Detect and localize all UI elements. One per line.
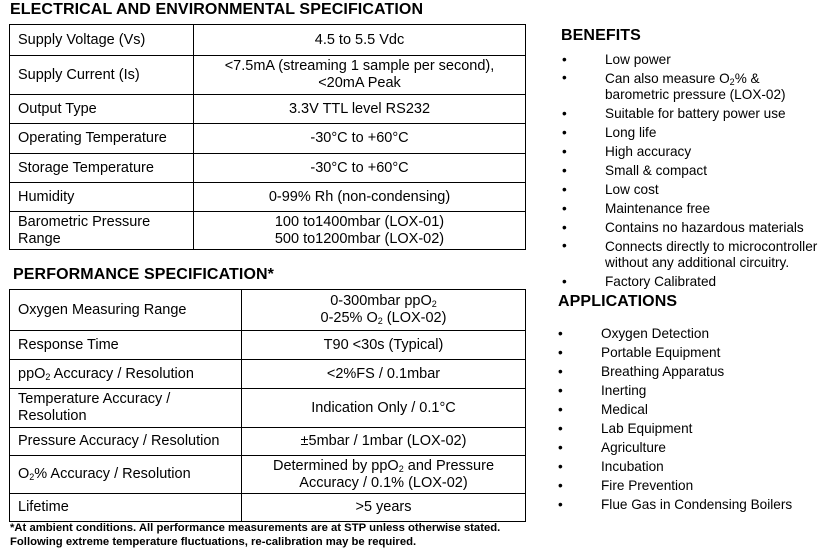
spec-label: Supply Voltage (Vs)	[10, 25, 194, 56]
footnote: *At ambient conditions. All performance measurements are at STP unless otherwise stated. Following extreme temperature fluctuations, re-calibration may be required.	[10, 522, 501, 548]
spec-value: 3.3V TTL level RS232	[194, 95, 526, 124]
spec-value: 100 to1400mbar (LOX-01) 500 to1200mbar (LOX-02)	[194, 212, 526, 250]
benefit-text: Long life	[605, 125, 657, 140]
list-item	[562, 162, 834, 181]
application-text: Portable Equipment	[601, 345, 721, 360]
spec-value: -30°C to +60°C	[194, 154, 526, 183]
application-text: Flue Gas in Condensing Boilers	[601, 497, 793, 512]
bullet-icon: •	[558, 383, 563, 398]
list-item	[558, 344, 828, 363]
table-row	[10, 56, 526, 95]
performance-spec-table	[9, 289, 526, 522]
spec-value: Determined by ppO$_2$ and Pressure Accuracy / 0.1% (LOX-02)	[242, 456, 526, 494]
spec-value: <7.5mA (streaming 1 sample per second), <20mA Peak	[194, 56, 526, 95]
bullet-icon: •	[558, 440, 563, 455]
benefit-text: Low power	[605, 52, 671, 67]
spec-label: Temperature Accuracy / Resolution	[10, 389, 242, 428]
spec-value: ±5mbar / 1mbar (LOX-02)	[242, 428, 526, 456]
spec-label: Storage Temperature	[10, 154, 194, 183]
list-item	[562, 51, 834, 70]
application-text: Breathing Apparatus	[601, 364, 725, 379]
bullet-icon: •	[562, 201, 567, 216]
spec-label: Output Type	[10, 95, 194, 124]
table-row	[10, 95, 526, 124]
spec-value: Indication Only / 0.1°C	[242, 389, 526, 428]
application-text: Fire Prevention	[601, 478, 694, 493]
electrical-spec-table	[9, 24, 526, 250]
bullet-icon: •	[562, 182, 567, 197]
table-row	[10, 389, 526, 428]
list-item	[558, 458, 828, 477]
application-text: Incubation	[601, 459, 664, 474]
bullet-icon: •	[562, 125, 567, 140]
spec-label: Barometric Pressure Range	[10, 212, 194, 250]
list-item	[558, 382, 828, 401]
benefit-text: Low cost	[605, 182, 659, 197]
table-row	[10, 183, 526, 212]
list-item	[562, 70, 834, 105]
bullet-icon: •	[562, 274, 567, 289]
benefit-text: Factory Calibrated	[605, 274, 717, 289]
application-text: Agriculture	[601, 440, 666, 455]
bullet-icon: •	[562, 70, 567, 85]
spec-value: 4.5 to 5.5 Vdc	[194, 25, 526, 56]
spec-value: -30°C to +60°C	[194, 124, 526, 154]
bullet-icon: •	[562, 106, 567, 121]
benefit-text: High accuracy	[605, 144, 692, 159]
table-row	[10, 494, 526, 522]
spec-label: Pressure Accuracy / Resolution	[10, 428, 242, 456]
bullet-icon: •	[562, 220, 567, 235]
table-row	[10, 331, 526, 360]
bullet-icon: •	[562, 163, 567, 178]
spec-label: Oxygen Measuring Range	[10, 290, 242, 331]
table-row	[10, 212, 526, 250]
bullet-icon: •	[558, 326, 563, 341]
performance-spec-heading: PERFORMANCE SPECIFICATION*	[13, 266, 274, 283]
spec-value: <2%FS / 0.1mbar	[242, 360, 526, 389]
benefits-heading: BENEFITS	[561, 27, 641, 44]
table-row	[10, 290, 526, 331]
application-text: Inerting	[601, 383, 647, 398]
applications-heading: APPLICATIONS	[558, 293, 678, 310]
benefit-text: Suitable for battery power use	[605, 106, 786, 121]
benefit-text: Contains no hazardous materials	[605, 220, 804, 235]
spec-label: Lifetime	[10, 494, 242, 522]
list-item	[558, 420, 828, 439]
list-item	[562, 273, 834, 292]
table-row	[10, 456, 526, 494]
list-item	[562, 181, 834, 200]
table-row	[10, 25, 526, 56]
list-item	[558, 477, 828, 496]
list-item	[558, 325, 828, 344]
benefit-text: Connects directly to microcontroller without any additional circuitry.	[605, 239, 818, 270]
list-item	[558, 496, 828, 515]
list-item	[562, 105, 834, 124]
list-item	[558, 363, 828, 382]
applications-list	[558, 325, 828, 515]
spec-label: Supply Current (Is)	[10, 56, 194, 95]
benefit-text: Maintenance free	[605, 201, 711, 216]
application-text: Oxygen Detection	[601, 326, 710, 341]
spec-label: ppO$_2$ Accuracy / Resolution	[10, 360, 242, 389]
electrical-spec-heading: ELECTRICAL AND ENVIRONMENTAL SPECIFICATION	[10, 1, 424, 18]
table-row	[10, 428, 526, 456]
application-text: Lab Equipment	[601, 421, 693, 436]
spec-value: >5 years	[242, 494, 526, 522]
list-item	[558, 439, 828, 458]
table-row	[10, 124, 526, 154]
spec-label: Response Time	[10, 331, 242, 360]
bullet-icon: •	[558, 402, 563, 417]
benefit-text: Small & compact	[605, 163, 707, 178]
bullet-icon: •	[558, 364, 563, 379]
application-text: Medical	[601, 402, 648, 417]
list-item	[562, 238, 834, 273]
spec-label: Operating Temperature	[10, 124, 194, 154]
bullet-icon: •	[558, 345, 563, 360]
bullet-icon: •	[562, 238, 567, 253]
spec-value: T90 <30s (Typical)	[242, 331, 526, 360]
bullet-icon: •	[558, 421, 563, 436]
bullet-icon: •	[558, 478, 563, 493]
bullet-icon: •	[562, 52, 567, 67]
benefit-text: Can also measure $O_2\%$ & barometric pressure (LOX-02)	[605, 71, 786, 102]
table-row	[10, 154, 526, 183]
bullet-icon: •	[558, 497, 563, 512]
list-item	[562, 219, 834, 238]
spec-label: $O_2\%$ Accuracy / Resolution	[10, 456, 242, 494]
table-row	[10, 360, 526, 389]
benefits-list	[562, 51, 834, 292]
bullet-icon: •	[562, 144, 567, 159]
list-item	[562, 143, 834, 162]
bullet-icon: •	[558, 459, 563, 474]
list-item	[562, 200, 834, 219]
spec-value: 0-300mbar ppO$_2$ 0-25% $O_2$ (LOX-02)	[242, 290, 526, 331]
spec-value: 0-99% Rh (non-condensing)	[194, 183, 526, 212]
list-item	[562, 124, 834, 143]
list-item	[558, 401, 828, 420]
spec-label: Humidity	[10, 183, 194, 212]
